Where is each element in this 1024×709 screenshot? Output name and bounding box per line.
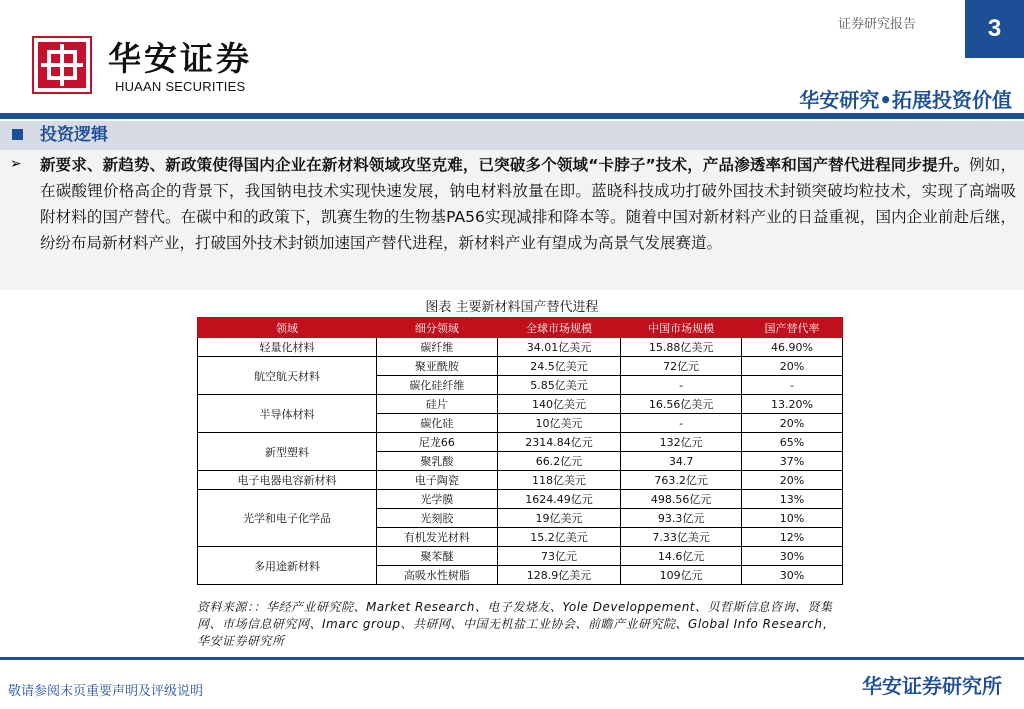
col-header-global-market: 全球市场规模 <box>497 318 620 338</box>
table-row <box>198 357 843 376</box>
cell-china-market: 93.3亿元 <box>621 509 742 528</box>
table-row <box>198 471 843 490</box>
cell-subdomain: 碳化硅 <box>377 414 498 433</box>
section-bar <box>0 121 1024 150</box>
cell-domain: 多用途新材料 <box>198 547 377 585</box>
cell-substitution-rate: 20% <box>742 471 843 490</box>
paragraph-body: 例如，在碳酸锂价格高企的背景下，我国钠电技术实现快速发展，钠电材料放量在即。蓝晓科技成功打破外国技术封锁突破均粒技术，实现了高端吸附材料的国产替代。在碳中和的政策下，凯赛生物的生物基PA56实现减排和降本等。随着中国对新材料产业的日益重视，国内企业前赴后继，纷纷布局新材料产业，打破国外技术封锁加速国产替代进程，新材料产业有望成为高景气发展赛道。 <box>40 156 1016 252</box>
cell-subdomain: 碳纤维 <box>377 338 498 357</box>
cell-global-market: 140亿美元 <box>497 395 620 414</box>
cell-china-market: 498.56亿元 <box>621 490 742 509</box>
cell-domain: 航空航天材料 <box>198 357 377 395</box>
cell-subdomain: 聚苯醚 <box>377 547 498 566</box>
paragraph-lead: 新要求、新趋势、新政策使得国内企业在新材料领域攻坚克难，已突破多个领域“卡脖子”技术，产品渗透率和国产替代进程同步提升。 <box>40 156 970 174</box>
cell-substitution-rate: - <box>742 376 843 395</box>
square-bullet-icon <box>12 129 23 140</box>
cell-substitution-rate: 13% <box>742 490 843 509</box>
logo-chinese-text: 华安证券 <box>108 39 252 78</box>
cell-substitution-rate: 30% <box>742 547 843 566</box>
cell-subdomain: 高吸水性树脂 <box>377 566 498 585</box>
table-source-note: 资料来源：：华经产业研究院、Market Research、电子发烧友、Yole Developpement、贝哲斯信息咨询、贤集网、市场信息研究网、Imarc group、共研网、中国无机盐工业协会、前瞻产业研究院、Global Info Research，华安证券研究所 <box>197 600 836 648</box>
cell-subdomain: 聚乳酸 <box>377 452 498 471</box>
logo-icon <box>32 36 92 94</box>
cell-china-market: 34.7 <box>621 452 742 471</box>
table-row <box>198 433 843 452</box>
cell-china-market: 15.88亿美元 <box>621 338 742 357</box>
cell-china-market: 109亿元 <box>621 566 742 585</box>
cell-substitution-rate: 10% <box>742 509 843 528</box>
cell-global-market: 19亿美元 <box>497 509 620 528</box>
table-row <box>198 395 843 414</box>
cell-subdomain: 光刻胶 <box>377 509 498 528</box>
cell-china-market: - <box>621 376 742 395</box>
cell-global-market: 118亿美元 <box>497 471 620 490</box>
cell-substitution-rate: 65% <box>742 433 843 452</box>
substitution-table <box>197 317 843 585</box>
cell-subdomain: 碳化硅纤维 <box>377 376 498 395</box>
cell-substitution-rate: 13.20% <box>742 395 843 414</box>
col-header-china-market: 中国市场规模 <box>621 318 742 338</box>
section-title: 投资逻辑 <box>40 125 108 145</box>
cell-domain: 光学和电子化学品 <box>198 490 377 547</box>
col-header-substitution-rate: 国产替代率 <box>742 318 843 338</box>
footer-divider <box>0 657 1024 660</box>
cell-china-market: 132亿元 <box>621 433 742 452</box>
cell-substitution-rate: 30% <box>742 566 843 585</box>
cell-subdomain: 尼龙66 <box>377 433 498 452</box>
cell-global-market: 15.2亿美元 <box>497 528 620 547</box>
cell-substitution-rate: 20% <box>742 414 843 433</box>
cell-substitution-rate: 46.90% <box>742 338 843 357</box>
cell-subdomain: 硅片 <box>377 395 498 414</box>
cell-global-market: 1624.49亿元 <box>497 490 620 509</box>
cell-domain: 电子电器电容新材料 <box>198 471 377 490</box>
table-row <box>198 547 843 566</box>
cell-global-market: 24.5亿美元 <box>497 357 620 376</box>
cell-china-market: 14.6亿元 <box>621 547 742 566</box>
table-header-row <box>198 318 843 338</box>
cell-substitution-rate: 37% <box>742 452 843 471</box>
cell-global-market: 66.2亿元 <box>497 452 620 471</box>
table-row <box>198 338 843 357</box>
cell-china-market: 763.2亿元 <box>621 471 742 490</box>
cell-domain: 新型塑料 <box>198 433 377 471</box>
cell-china-market: 16.56亿美元 <box>621 395 742 414</box>
cell-global-market: 5.85亿美元 <box>497 376 620 395</box>
page-number: 3 <box>965 0 1024 58</box>
cell-subdomain: 聚亚酰胺 <box>377 357 498 376</box>
cell-china-market: 7.33亿美元 <box>621 528 742 547</box>
arrow-bullet-icon: ➢ <box>10 156 22 172</box>
cell-global-market: 73亿元 <box>497 547 620 566</box>
col-header-domain: 领域 <box>198 318 377 338</box>
col-header-subdomain: 细分领域 <box>377 318 498 338</box>
investment-logic-paragraph <box>40 152 1016 256</box>
report-type-label: 证券研究报告 <box>838 17 917 32</box>
cell-global-market: 2314.84亿元 <box>497 433 620 452</box>
cell-domain: 轻量化材料 <box>198 338 377 357</box>
header-divider <box>0 113 1024 119</box>
cell-domain: 半导体材料 <box>198 395 377 433</box>
footer-organization: 华安证券研究所 <box>862 674 1002 698</box>
cell-global-market: 10亿美元 <box>497 414 620 433</box>
table-row <box>198 490 843 509</box>
logo-english-text: HUAAN SECURITIES <box>115 79 246 94</box>
cell-subdomain: 电子陶瓷 <box>377 471 498 490</box>
cell-china-market: 72亿元 <box>621 357 742 376</box>
cell-subdomain: 光学膜 <box>377 490 498 509</box>
footer-disclaimer: 敬请参阅末页重要声明及评级说明 <box>8 684 204 699</box>
cell-substitution-rate: 12% <box>742 528 843 547</box>
cell-global-market: 128.9亿美元 <box>497 566 620 585</box>
cell-global-market: 34.01亿美元 <box>497 338 620 357</box>
cell-substitution-rate: 20% <box>742 357 843 376</box>
header-tagline: 华安研究•拓展投资价值 <box>799 88 1012 112</box>
cell-subdomain: 有机发光材料 <box>377 528 498 547</box>
table-title: 图表 主要新材料国产替代进程 <box>425 300 599 315</box>
cell-china-market: - <box>621 414 742 433</box>
